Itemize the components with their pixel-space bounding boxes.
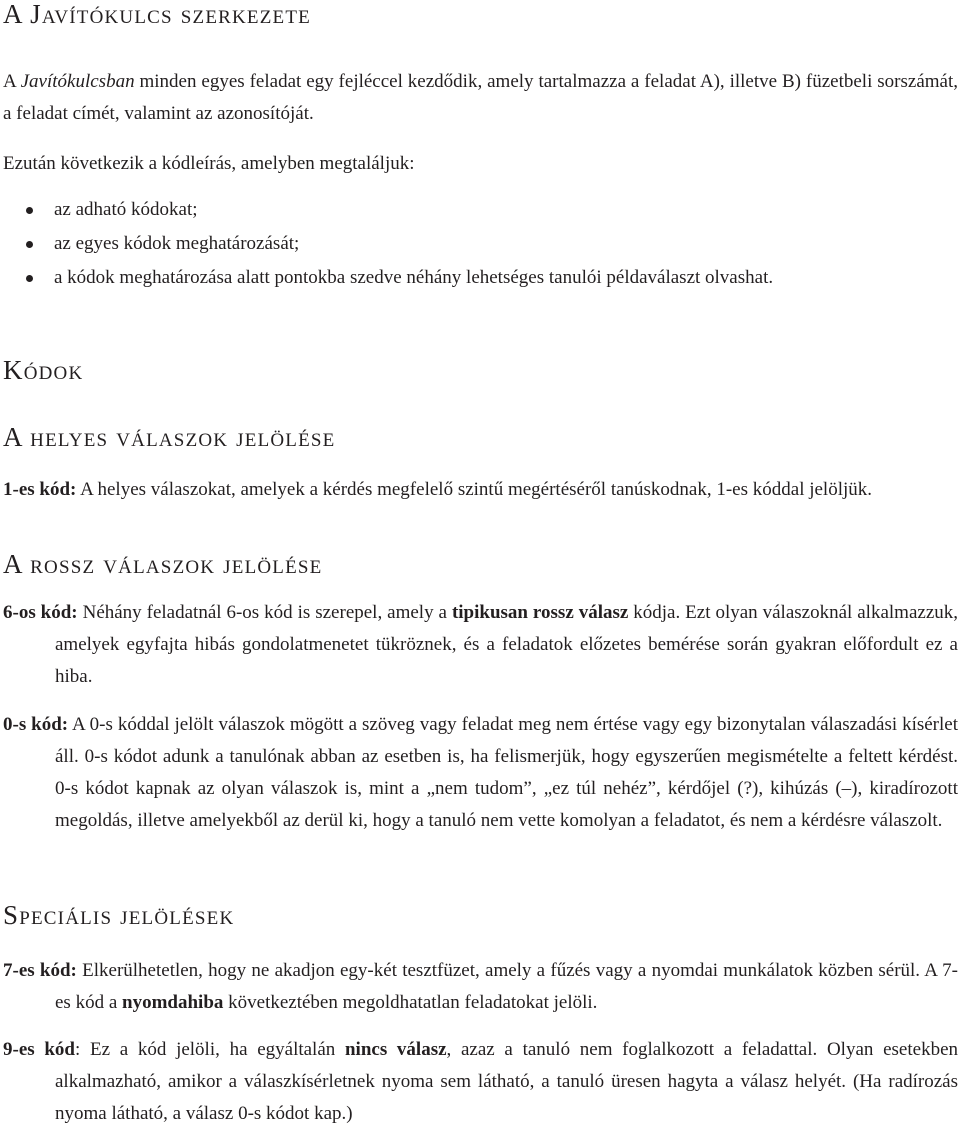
bullet-text: az egyes kódok meghatározását; <box>54 233 300 254</box>
code-0-paragraph <box>3 709 958 837</box>
bullet-icon <box>26 207 33 214</box>
bullet-item <box>22 227 773 261</box>
bullet-icon <box>26 241 33 248</box>
code-6-text: Néhány feladatnál 6-os kód is szerepel, amely a <box>77 602 452 623</box>
bullet-icon <box>26 275 33 282</box>
code-6-paragraph <box>3 597 958 693</box>
code-1-label: 1-es kód: <box>3 479 77 500</box>
bullet-text: az adható kódokat; <box>54 199 198 220</box>
code-9-text-rest: , azaz a tanuló nem foglalkozott a feladattal. Olyan esetekben alkalmazható, amikor a válaszkísérletnek nyoma sem látható, a tanuló üresen hagyta a válasz helyét. (Ha radírozás nyoma látható, a válasz 0-s kódot kap.) <box>55 1039 958 1124</box>
section-title-structure: A Javítókulcs szerkezete <box>3 0 311 29</box>
structure-para-rest: minden egyes feladat egy fejléccel kezdődik, amely tartalmazza a feladat A), illetve B) füzetbeli sorszámát, a feladat címét, valamint az azonosítóját. <box>3 71 958 124</box>
code-9-emphasis: nincs válasz <box>344 1039 447 1060</box>
code-1-text: A helyes válaszokat, amelyek a kérdés megfelelő szintű megértéséről tanúskodnak, 1-es kóddal jelöljük. <box>76 479 873 500</box>
code-0-text: A 0-s kóddal jelölt válaszok mögött a szöveg vagy feladat meg nem értése vagy egy bizonytalan válaszadási kísérlet áll. 0-s kódot adunk a tanulónak abban az esetben is, ha felismerjük, hogy egyszerűen megismételte a feltett kérdést. 0-s kódot kapnak az olyan válaszok is, mint a „nem tudom”, „ez túl nehéz”, kérdőjel (?), kihúzás (–), kiradírozott megoldás, illetve amelyekből az derül ki, hogy a tanuló nem vette komolyan a feladatot, és nem a kérdésre válaszolt. <box>55 714 959 831</box>
code-6-text-rest: kódja. Ezt olyan válaszoknál alkalmazzuk, amelyek egyfajta hibás gondolatmenetet tükröznek, és a feladatok előzetes bemérése során gyakran előfordult ez a hiba. <box>55 602 959 687</box>
code-6-label: 6-os kód: <box>3 602 78 623</box>
bullet-item <box>22 193 773 227</box>
bullet-text: a kódok meghatározása alatt pontokba szedve néhány lehetséges tanulói példaválaszt olvashat. <box>54 267 774 288</box>
code-7-paragraph <box>3 955 958 1019</box>
code-1-paragraph <box>3 474 958 506</box>
code-0-label: 0-s kód: <box>3 714 69 735</box>
structure-bullet-list <box>22 193 773 295</box>
code-6-emphasis: tipikusan rossz válasz <box>451 602 629 623</box>
structure-paragraph <box>3 66 958 130</box>
code-9-text: : Ez a kód jelöli, ha egyáltalán <box>75 1039 345 1060</box>
section-title-special-codes: Speciális jelölések <box>3 900 235 930</box>
section-title-wrong-answers: A rossz válaszok jelölése <box>3 549 323 579</box>
section-title-correct-answers: A helyes válaszok jelölése <box>3 422 336 452</box>
code-9-paragraph <box>3 1034 958 1130</box>
codes-intro-paragraph: Ezután következik a kódleírás, amelyben megtaláljuk: <box>3 153 415 174</box>
structure-para-italic: Javítókulcsban <box>20 71 135 92</box>
code-7-text: Elkerülhetetlen, hogy ne akadjon egy-két tesztfüzet, amely a fűzés vagy a nyomdai munkálatok közben sérül. A 7-es kód a <box>55 960 959 1013</box>
code-7-label: 7-es kód: <box>3 960 77 981</box>
code-7-emphasis: nyomdahiba <box>122 992 224 1013</box>
section-title-codes: Kódok <box>3 355 84 385</box>
code-9-label: 9-es kód <box>3 1039 75 1060</box>
bullet-item <box>22 261 773 295</box>
structure-para-prefix: A <box>3 71 21 92</box>
code-7-text-rest: következtében megoldhatatlan feladatokat jelöli. <box>223 992 598 1013</box>
